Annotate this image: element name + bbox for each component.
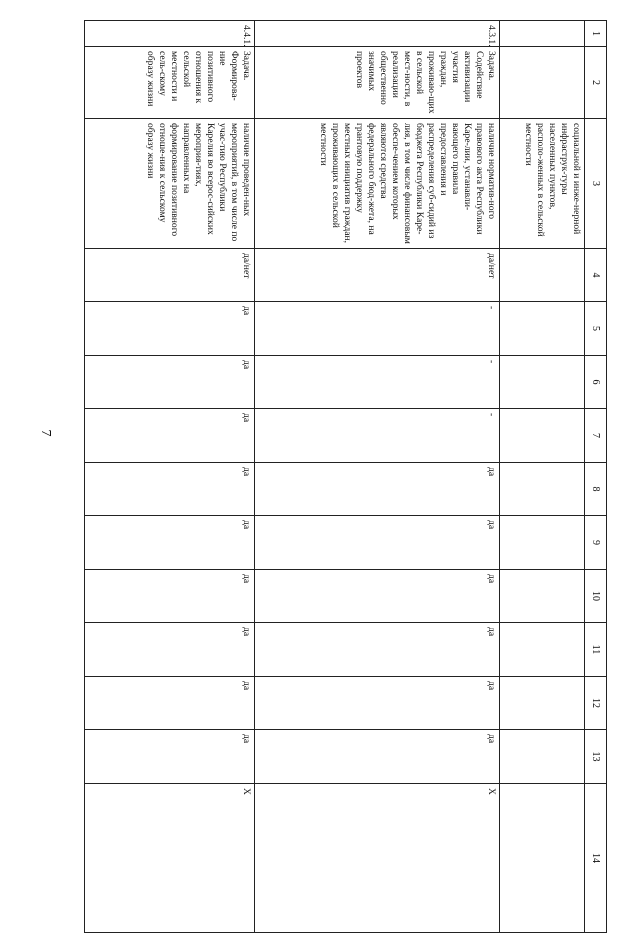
header-cell-4: 4 bbox=[585, 249, 607, 302]
value-cell-10: да bbox=[85, 570, 255, 623]
value-cell-7: да bbox=[85, 409, 255, 463]
table-row bbox=[500, 21, 585, 933]
value-cell-8 bbox=[500, 463, 585, 516]
indicator-cell: наличие проведен-ных мероприятий, в том числе по учас-тию Республики Карелия во всерос-сийских мероприя-тиях, направленных на формирование позитивного отноше-ния к сельскому образу жизни bbox=[85, 119, 255, 249]
value-cell-5: да bbox=[85, 302, 255, 356]
value-cell-6: - bbox=[255, 356, 500, 409]
value-cell-13 bbox=[500, 730, 585, 784]
page-number: 7 bbox=[38, 429, 53, 437]
header-cell-7: 7 bbox=[585, 409, 607, 463]
indicator-cell: социальной и инже-нерной инфраструк-туры населенных пунктов, располо-женных в сельской местности bbox=[500, 119, 585, 249]
value-cell-7 bbox=[500, 409, 585, 463]
header-cell-9: 9 bbox=[585, 516, 607, 570]
value-cell-12: да bbox=[85, 677, 255, 730]
row-code-cell bbox=[500, 21, 585, 47]
header-cell-11: 11 bbox=[585, 623, 607, 677]
value-cell-9 bbox=[500, 516, 585, 570]
rotated-table-wrapper bbox=[85, 20, 607, 882]
header-cell-6: 6 bbox=[585, 356, 607, 409]
value-cell-9: да bbox=[85, 516, 255, 570]
value-cell-12 bbox=[500, 677, 585, 730]
value-cell-4: да/нет bbox=[85, 249, 255, 302]
value-cell-6 bbox=[500, 356, 585, 409]
value-cell-4 bbox=[500, 249, 585, 302]
value-cell-5: - bbox=[255, 302, 500, 356]
value-cell-4: да/нет bbox=[255, 249, 500, 302]
value-cell-7: - bbox=[255, 409, 500, 463]
indicator-table bbox=[84, 20, 607, 933]
value-cell-11: да bbox=[85, 623, 255, 677]
header-cell-3: 3 bbox=[585, 119, 607, 249]
table-row bbox=[85, 21, 255, 933]
header-cell-8: 8 bbox=[585, 463, 607, 516]
row-code-cell: 4.4.1. bbox=[85, 21, 255, 47]
value-cell-5 bbox=[500, 302, 585, 356]
value-cell-9: да bbox=[255, 516, 500, 570]
header-cell-1: 1 bbox=[585, 21, 607, 47]
task-cell bbox=[500, 47, 585, 119]
value-cell-10: да bbox=[255, 570, 500, 623]
header-cell-2: 2 bbox=[585, 47, 607, 119]
value-cell-11: да bbox=[255, 623, 500, 677]
value-cell-14: Х bbox=[255, 784, 500, 933]
value-cell-6: да bbox=[85, 356, 255, 409]
value-cell-14 bbox=[500, 784, 585, 933]
indicator-cell: наличие норматив-ного правового акта Республики Каре-лии, устанавли-вающего правила предоставления и распределения суб-сидий из бюджета Республики Каре-лия, в том числе финансовым обеспе-чением которых являются средства федерального бюд-жета, на грантовую поддержку местных инициатив граждан, проживающих в сельской местности bbox=[255, 119, 500, 249]
header-cell-14: 14 bbox=[585, 784, 607, 933]
value-cell-14: Х bbox=[85, 784, 255, 933]
value-cell-12: да bbox=[255, 677, 500, 730]
table-row bbox=[255, 21, 500, 933]
value-cell-13: да bbox=[85, 730, 255, 784]
header-row bbox=[585, 21, 607, 933]
value-cell-11 bbox=[500, 623, 585, 677]
header-cell-10: 10 bbox=[585, 570, 607, 623]
value-cell-8: да bbox=[255, 463, 500, 516]
header-cell-12: 12 bbox=[585, 677, 607, 730]
header-cell-5: 5 bbox=[585, 302, 607, 356]
task-cell: Задача. Содействие активизации участия граждан, проживаю-щих в сельской мест-ности, в реализации общественно значимых проектов bbox=[255, 47, 500, 119]
value-cell-10 bbox=[500, 570, 585, 623]
task-cell: Задача. Формирова-ние позитивного отношения к сельской местности и сель-скому образу жизни bbox=[85, 47, 255, 119]
value-cell-8: да bbox=[85, 463, 255, 516]
row-code-cell: 4.3.1. bbox=[255, 21, 500, 47]
value-cell-13: да bbox=[255, 730, 500, 784]
header-cell-13: 13 bbox=[585, 730, 607, 784]
